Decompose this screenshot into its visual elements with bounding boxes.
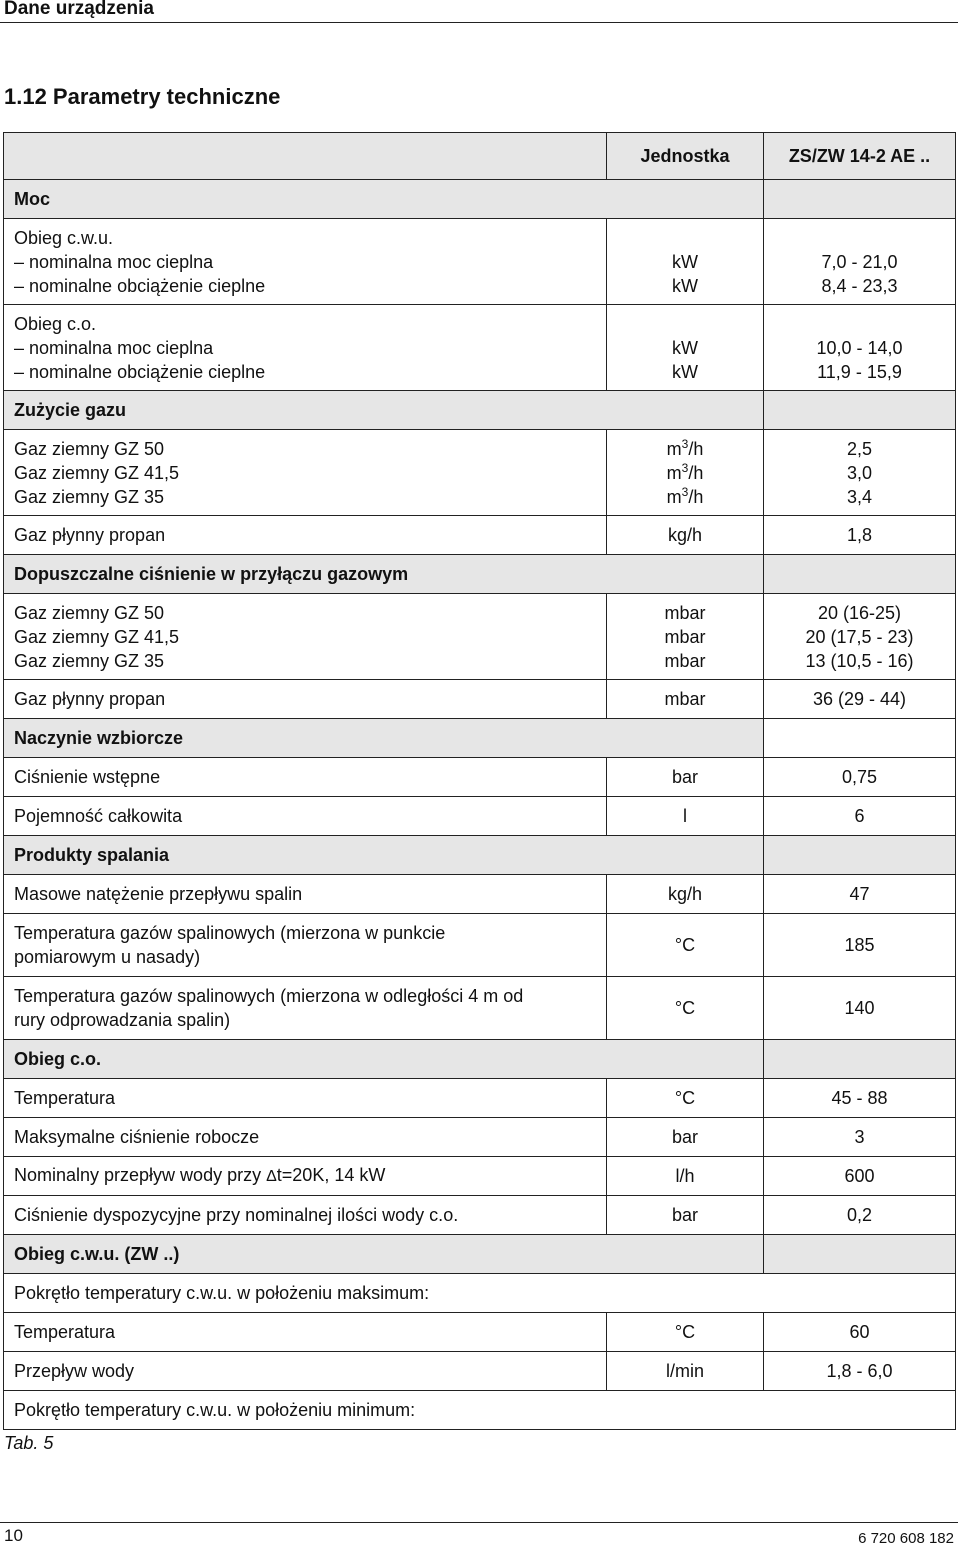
- cwu-power-labels: Obieg c.w.u. – nominalna moc cieplna – nominalne obciążenie cieplne: [4, 219, 607, 305]
- flue-temp-4m-value: 140: [764, 977, 956, 1040]
- section-row-expansion-vessel: [4, 719, 956, 758]
- flue-mass-flow-label: Masowe natężenie przepływu spalin: [4, 875, 607, 914]
- vessel-prepressure-value: 0,75: [764, 758, 956, 797]
- table-row-flue-temp-base: [4, 914, 956, 977]
- table-row-dhw-temp: [4, 1313, 956, 1352]
- heating-available-pressure-label: Ciśnienie dyspozycyjne przy nominalnej ilości wody c.o.: [4, 1196, 607, 1235]
- vessel-capacity-unit: l: [607, 797, 764, 836]
- header-title: Dane urządzenia: [4, 0, 154, 19]
- gas-natural-labels: Gaz ziemny GZ 50 Gaz ziemny GZ 41,5 Gaz ziemny GZ 35: [4, 430, 607, 516]
- dhw-knob-max-label: Pokrętło temperatury c.w.u. w położeniu maksimum:: [4, 1274, 956, 1313]
- heating-flow-unit: l/h: [607, 1157, 764, 1196]
- gas-propane-label: Gaz płynny propan: [4, 516, 607, 555]
- flue-mass-flow-unit: kg/h: [607, 875, 764, 914]
- delta-symbol: Δ: [266, 1168, 277, 1185]
- heating-maxpressure-value: 3: [764, 1118, 956, 1157]
- table-row-vessel-prepressure: [4, 758, 956, 797]
- table-row-pressure-natural: [4, 594, 956, 680]
- co-power-values: 10,0 - 14,0 11,9 - 15,9: [764, 305, 956, 391]
- dhw-temp-unit: °C: [607, 1313, 764, 1352]
- section-label-gas-consumption: Zużycie gazu: [4, 391, 607, 430]
- section-row-moc: [4, 180, 956, 219]
- section-label-expansion-vessel: Naczynie wzbiorcze: [4, 719, 607, 758]
- pressure-natural-values: 20 (16-25) 20 (17,5 - 23) 13 (10,5 - 16): [764, 594, 956, 680]
- pressure-propane-unit: mbar: [607, 680, 764, 719]
- vessel-capacity-label: Pojemność całkowita: [4, 797, 607, 836]
- table-row-dhw-knob-max: [4, 1274, 956, 1313]
- flue-mass-flow-value: 47: [764, 875, 956, 914]
- table-header-row: [4, 133, 956, 180]
- table-row-flue-temp-4m: [4, 977, 956, 1040]
- table-row-flue-mass-flow: [4, 875, 956, 914]
- section-label-combustion: Produkty spalania: [4, 836, 607, 875]
- pressure-propane-label: Gaz płynny propan: [4, 680, 607, 719]
- spec-table: [3, 132, 956, 1430]
- col-model-header: ZS/ZW 14-2 AE ..: [764, 133, 956, 180]
- table-row-heating-flow: [4, 1157, 956, 1196]
- header-rule: [0, 22, 958, 23]
- heating-temp-value: 45 - 88: [764, 1079, 956, 1118]
- dhw-temp-label: Temperatura: [4, 1313, 607, 1352]
- table-row-cwu-power: [4, 219, 956, 305]
- table-caption: Tab. 5: [4, 1433, 54, 1453]
- col-unit-header: Jednostka: [607, 133, 764, 180]
- table-row-heating-maxpressure: [4, 1118, 956, 1157]
- cwu-power-values: 7,0 - 21,0 8,4 - 23,3: [764, 219, 956, 305]
- table-row-pressure-propane: [4, 680, 956, 719]
- flue-temp-base-label: Temperatura gazów spalinowych (mierzona w punkcie pomiarowym u nasady): [4, 914, 607, 977]
- vessel-prepressure-label: Ciśnienie wstępne: [4, 758, 607, 797]
- section-label-dhw-circuit: Obieg c.w.u. (ZW ..): [4, 1235, 607, 1274]
- page-number: 10: [4, 1526, 23, 1545]
- table-row-heating-temp: [4, 1079, 956, 1118]
- heating-available-pressure-unit: bar: [607, 1196, 764, 1235]
- vessel-capacity-value: 6: [764, 797, 956, 836]
- table-row-dhw-knob-min: [4, 1391, 956, 1430]
- section-row-heating-circuit: [4, 1040, 956, 1079]
- header-empty-cell: [4, 133, 607, 180]
- table-row-heating-available-pressure: [4, 1196, 956, 1235]
- flue-temp-4m-unit: °C: [607, 977, 764, 1040]
- gas-propane-unit: kg/h: [607, 516, 764, 555]
- heating-flow-value: 600: [764, 1157, 956, 1196]
- vessel-prepressure-unit: bar: [607, 758, 764, 797]
- pressure-propane-value: 36 (29 - 44): [764, 680, 956, 719]
- table-row-co-power: [4, 305, 956, 391]
- heating-maxpressure-unit: bar: [607, 1118, 764, 1157]
- flue-temp-4m-label: Temperatura gazów spalinowych (mierzona w odległości 4 m od rury odprowadzania spalin): [4, 977, 607, 1040]
- heating-available-pressure-value: 0,2: [764, 1196, 956, 1235]
- gas-natural-values: 2,5 3,0 3,4: [764, 430, 956, 516]
- gas-propane-value: 1,8: [764, 516, 956, 555]
- dhw-temp-value: 60: [764, 1313, 956, 1352]
- flue-temp-base-unit: °C: [607, 914, 764, 977]
- pressure-natural-labels: Gaz ziemny GZ 50 Gaz ziemny GZ 41,5 Gaz ziemny GZ 35: [4, 594, 607, 680]
- pressure-natural-units: mbar mbar mbar: [607, 594, 764, 680]
- footer-rule: [0, 1522, 958, 1523]
- section-row-gas-pressure: [4, 555, 956, 594]
- cwu-power-units: kW kW: [607, 219, 764, 305]
- section-label-heating-circuit: Obieg c.o.: [4, 1040, 607, 1079]
- section-row-dhw-circuit: [4, 1235, 956, 1274]
- gas-natural-units: $m^3/h$ $m^3/h$ $m^3/h$: [607, 430, 764, 516]
- dhw-flow-unit: l/min: [607, 1352, 764, 1391]
- table-row-gas-propane: [4, 516, 956, 555]
- dhw-flow-value: 1,8 - 6,0: [764, 1352, 956, 1391]
- heating-maxpressure-label: Maksymalne ciśnienie robocze: [4, 1118, 607, 1157]
- dhw-flow-label: Przepływ wody: [4, 1352, 607, 1391]
- table-row-vessel-capacity: [4, 797, 956, 836]
- dhw-knob-min-label: Pokrętło temperatury c.w.u. w położeniu minimum:: [4, 1391, 956, 1430]
- section-label-moc: Moc: [4, 180, 607, 219]
- section-title: 1.12 Parametry techniczne: [4, 84, 281, 109]
- table-row-gas-natural: [4, 430, 956, 516]
- heating-temp-label: Temperatura: [4, 1079, 607, 1118]
- co-power-labels: Obieg c.o. – nominalna moc cieplna – nominalne obciążenie cieplne: [4, 305, 607, 391]
- heating-temp-unit: °C: [607, 1079, 764, 1118]
- heating-flow-label: Nominalny przepływ wody przy Δt=20K, 14 kW: [4, 1157, 607, 1196]
- table-row-dhw-flow: [4, 1352, 956, 1391]
- section-row-gas-consumption: [4, 391, 956, 430]
- co-power-units: kW kW: [607, 305, 764, 391]
- section-label-gas-pressure: Dopuszczalne ciśnienie w przyłączu gazowym: [4, 555, 607, 594]
- section-row-combustion: [4, 836, 956, 875]
- document-code: 6 720 608 182: [858, 1530, 954, 1547]
- flue-temp-base-value: 185: [764, 914, 956, 977]
